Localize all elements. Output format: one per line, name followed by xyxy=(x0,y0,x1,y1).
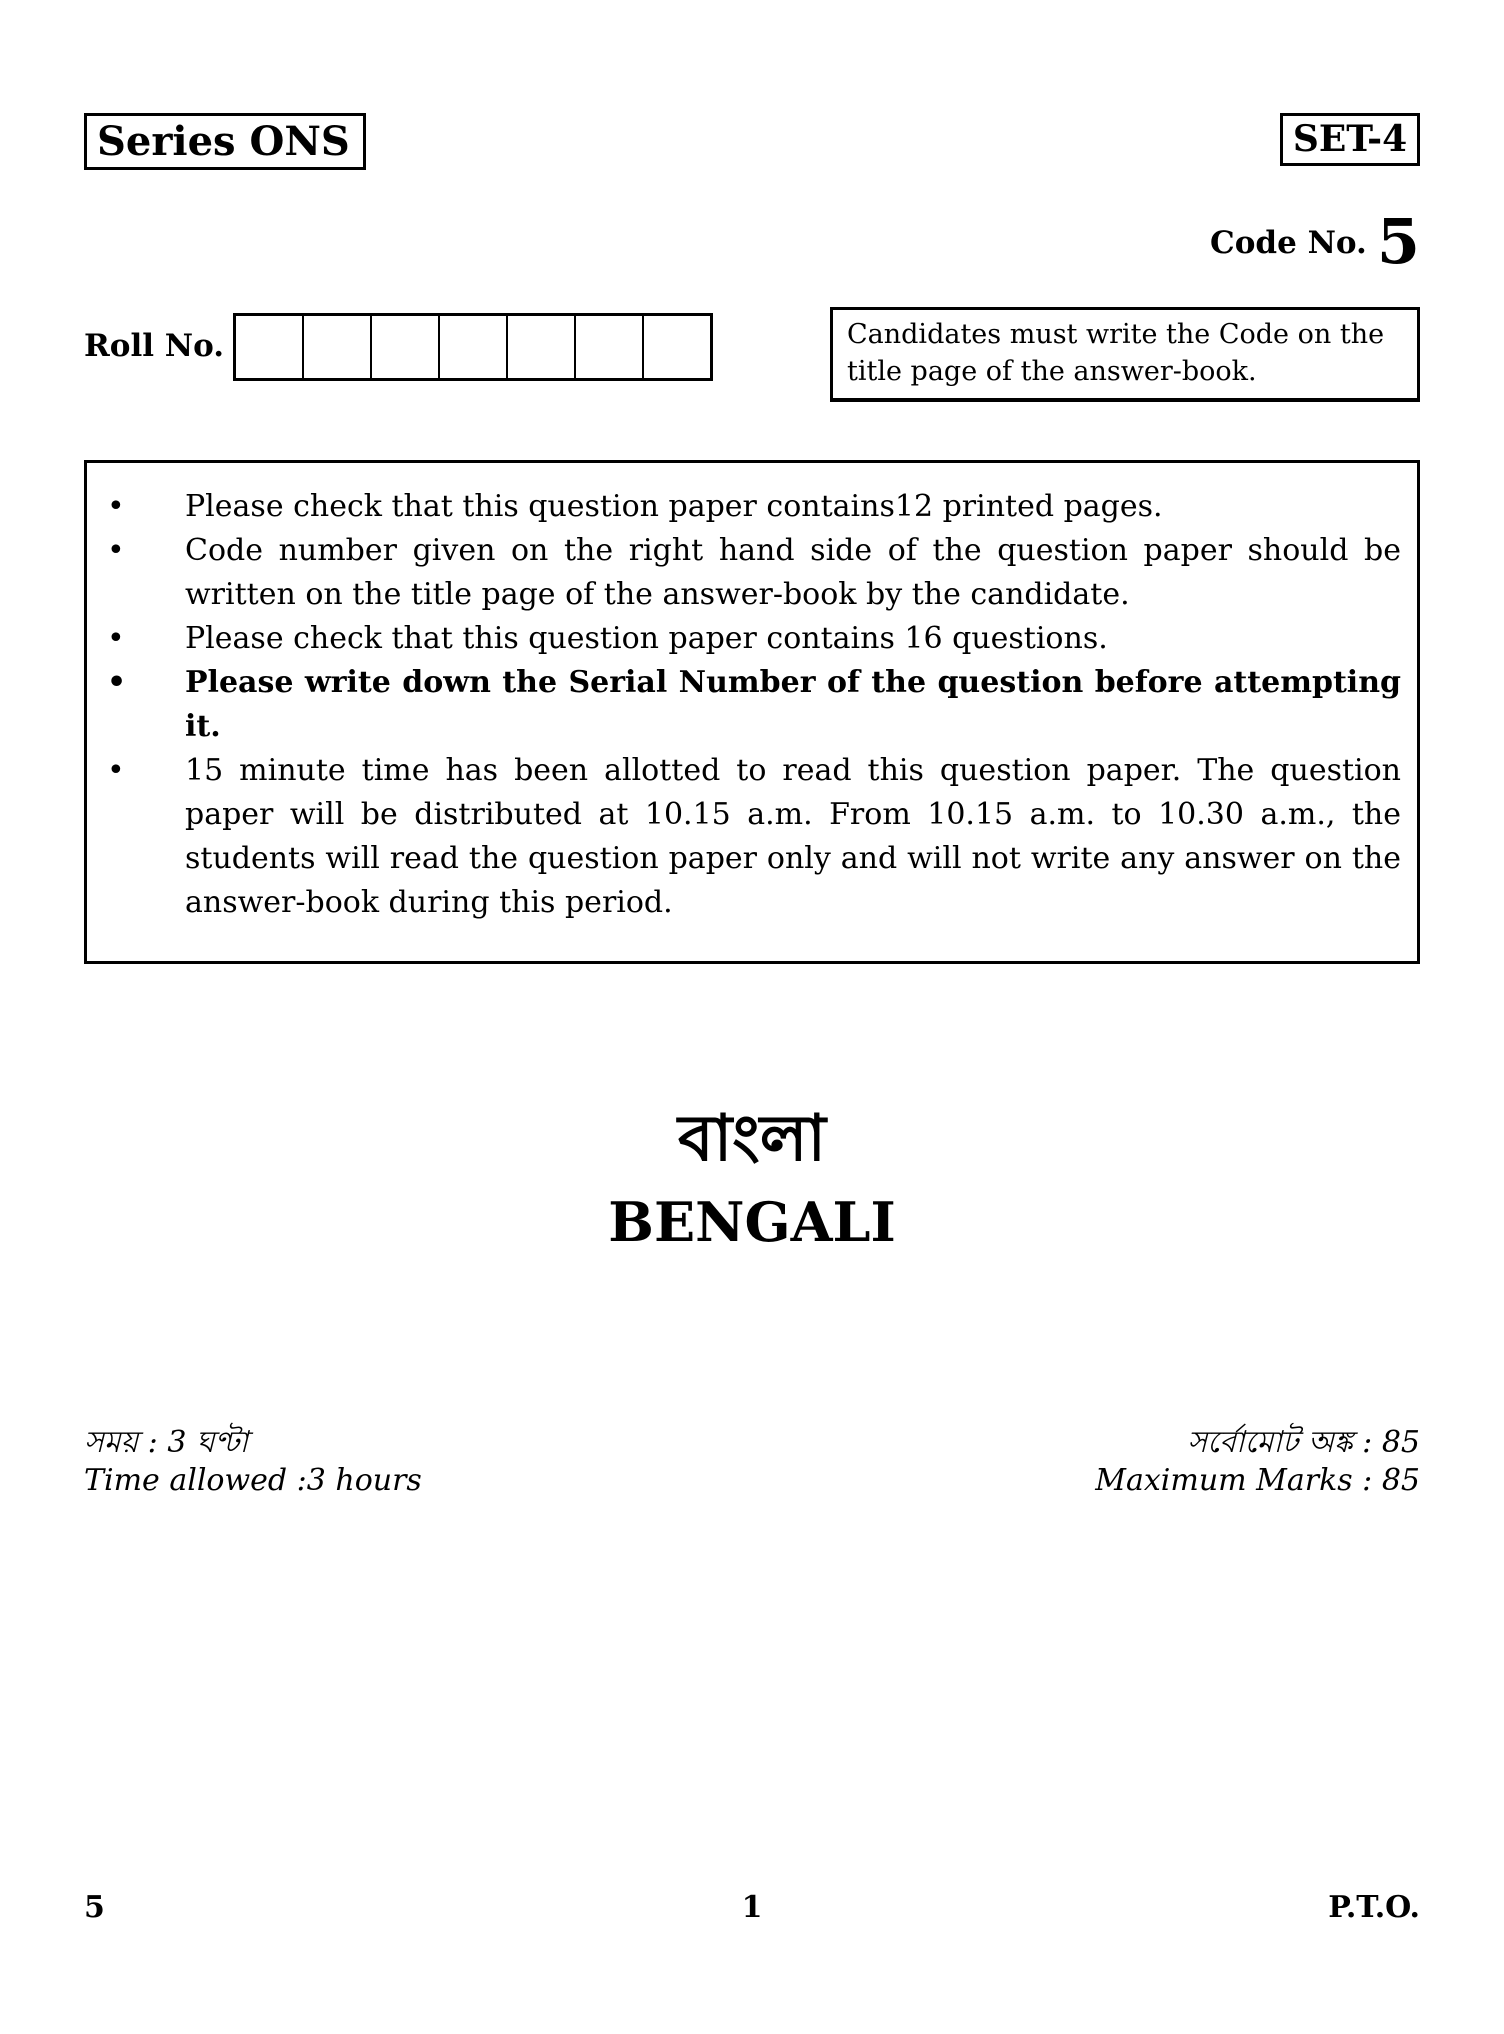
candidate-note: Candidates must write the Code on the title page of the answer-book. xyxy=(830,307,1420,402)
roll-number-box[interactable] xyxy=(372,316,440,378)
subject-title-bengali: বাংলা xyxy=(678,1101,826,1176)
roll-number-box[interactable] xyxy=(576,316,644,378)
roll-number-box[interactable] xyxy=(304,316,372,378)
instruction-item xyxy=(87,749,1401,925)
roll-number-box[interactable] xyxy=(236,316,304,378)
bullet-icon: • xyxy=(107,753,125,788)
time-allowed-bengali: সময় : 3 ঘণ্টা xyxy=(84,1425,249,1460)
roll-label: Roll No. xyxy=(84,328,225,364)
instructions-box xyxy=(84,460,1420,964)
code-label: Code No. xyxy=(1210,225,1367,261)
instruction-text: Please check that this question paper contains12 printed pages. xyxy=(185,489,1163,524)
instruction-text: Please write down the Serial Number of the question before attempting it. xyxy=(185,665,1401,744)
time-allowed: Time allowed :3 hours xyxy=(84,1463,422,1498)
bullet-icon: • xyxy=(107,621,125,656)
instruction-text: 15 minute time has been allotted to read this question paper. The question paper will be distributed at 10.15 a.m. From 10.15 a.m. to 10.30 a.m., the students will read the question paper only and will not write any answer on the answer-book during this period. xyxy=(185,753,1401,920)
subject-title-english: BENGALI xyxy=(608,1190,896,1254)
instruction-text: Please check that this question paper contains 16 questions. xyxy=(185,621,1108,656)
instruction-item xyxy=(87,529,1401,617)
max-marks: Maximum Marks : 85 xyxy=(1095,1463,1420,1498)
instruction-item xyxy=(87,661,1401,749)
bullet-icon: • xyxy=(107,665,127,700)
instruction-item xyxy=(87,485,1401,529)
instruction-text: Code number given on the right hand side of the question paper should be written on the title page of the answer-book by the candidate. xyxy=(185,533,1401,612)
footer-code: 5 xyxy=(84,1890,105,1925)
code-value: 5 xyxy=(1376,205,1420,278)
roll-number-box[interactable] xyxy=(508,316,576,378)
pto-label: P.T.O. xyxy=(1328,1890,1420,1925)
bullet-icon: • xyxy=(107,533,125,568)
bullet-icon: • xyxy=(107,489,125,524)
code-number xyxy=(1210,205,1420,278)
instruction-item xyxy=(87,617,1401,661)
page-number: 1 xyxy=(741,1890,763,1925)
roll-number-box[interactable] xyxy=(644,316,710,378)
series-label: Series ONS xyxy=(84,113,366,170)
roll-number-box[interactable] xyxy=(440,316,508,378)
set-label: SET-4 xyxy=(1280,113,1420,166)
instructions-list xyxy=(87,485,1401,925)
max-marks-bengali: সর্বোমোট অঙ্ক : 85 xyxy=(1187,1425,1420,1460)
roll-number-boxes xyxy=(233,313,713,381)
